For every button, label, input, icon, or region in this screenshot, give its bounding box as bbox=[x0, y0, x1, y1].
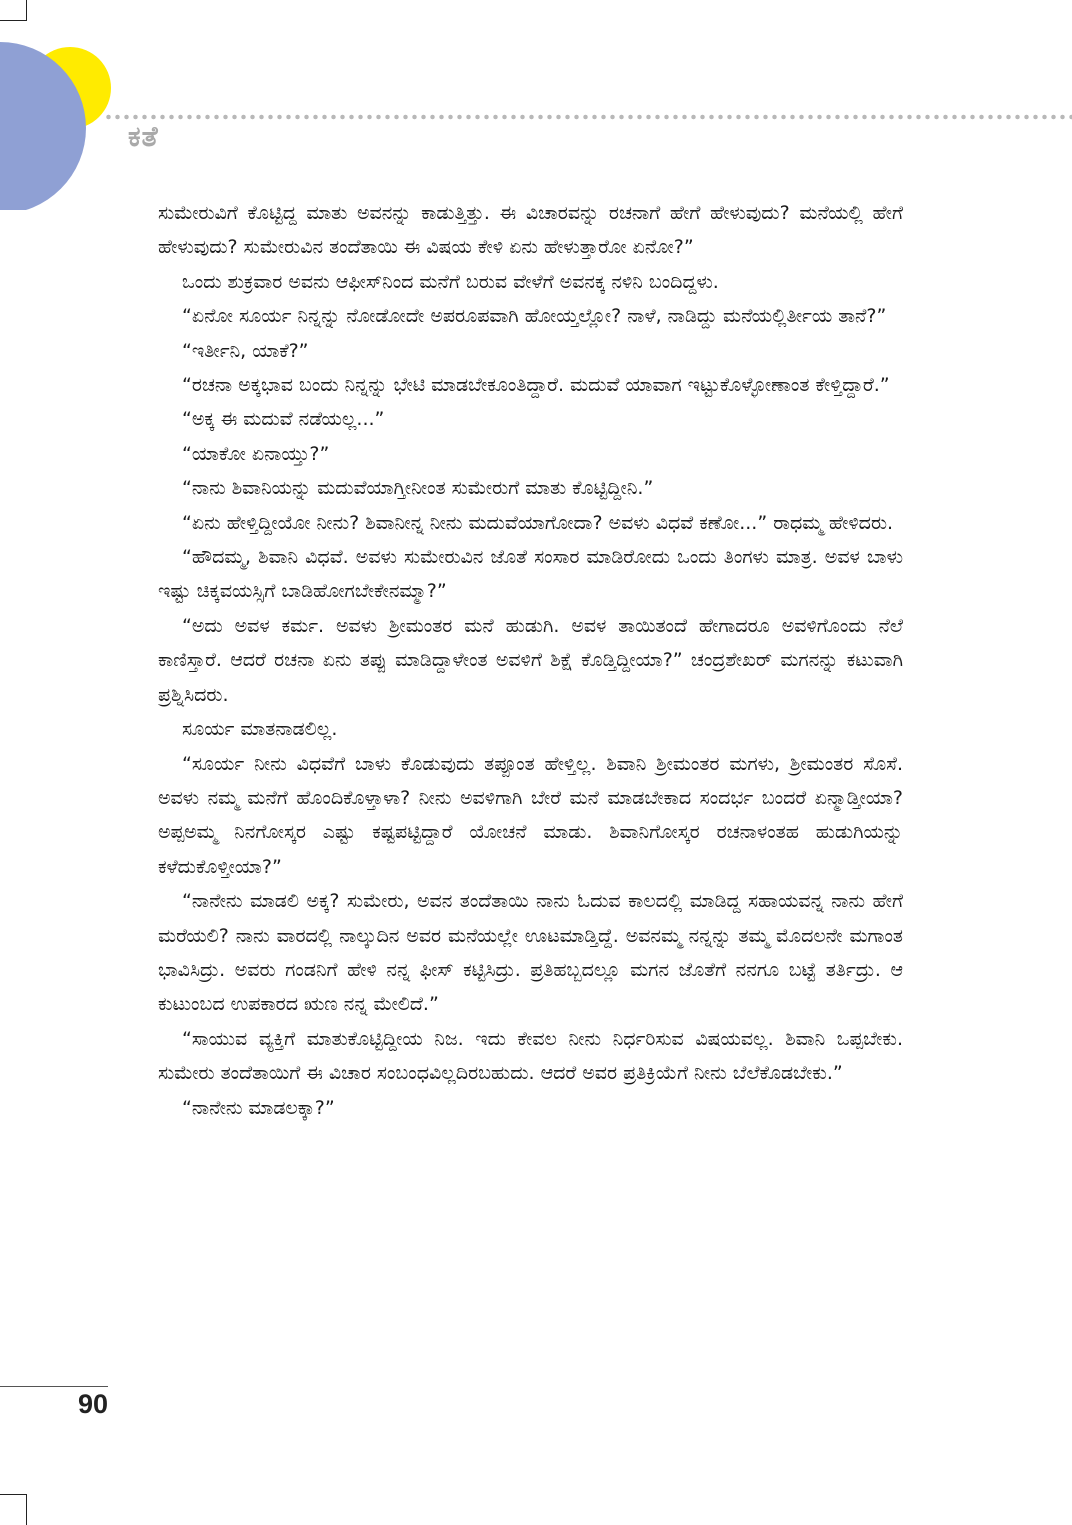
paragraph: ಸುಮೇರುವಿಗೆ ಕೊಟ್ಟಿದ್ದ ಮಾತು ಅವನನ್ನು ಕಾಡುತ್ತಿತ್ತು. ಈ ವಿಚಾರವನ್ನು ರಚನಾಗೆ ಹೇಗೆ ಹೇಳುವುದು? ಮನೆಯಲ್ಲಿ ಹೇಗೆ ಹೇಳುವುದು? ಸುಮೇರುವಿನ ತಂದೆತಾಯಿ ಈ ವಿಷಯ ಕೇಳಿ ಏನು ಹೇಳುತ್ತಾರೋ ಏನೋ?” bbox=[158, 202, 903, 259]
paragraph: “ಏನು ಹೇಳ್ತಿದ್ದೀಯೋ ನೀನು? ಶಿವಾನೀನ್ನ ನೀನು ಮದುವೆಯಾಗೋದಾ? ಅವಳು ವಿಧವೆ ಕಣೋ...” ರಾಧಮ್ಮ ಹೇಳಿದರು. bbox=[182, 511, 894, 534]
paragraph: “ನಾನು ಶಿವಾನಿಯನ್ನು ಮದುವೆಯಾಗ್ತೀನೀಂತ ಸುಮೇರುಗೆ ಮಾತು ಕೊಟ್ಟಿದ್ದೀನಿ.” bbox=[182, 477, 654, 500]
paragraph: “ಹೌದಮ್ಮ, ಶಿವಾನಿ ವಿಧವೆ. ಅವಳು ಸುಮೇರುವಿನ ಜೊತೆ ಸಂಸಾರ ಮಾಡಿರೋದು ಒಂದು ತಿಂಗಳು ಮಾತ್ರ. ಅವಳ ಬಾಳು ಇಷ್ಟು ಚಿಕ್ಕವಯಸ್ಸಿಗೆ ಬಾಡಿಹೋಗಬೇಕೇನಮ್ಮಾ?” bbox=[158, 546, 903, 603]
paragraph: “ಯಾಕೋ ಏನಾಯ್ತು?” bbox=[182, 442, 330, 465]
story-body bbox=[158, 196, 903, 1125]
section-label: ಕತೆ bbox=[128, 120, 159, 153]
paragraph: ಸೂರ್ಯ ಮಾತನಾಡಲಿಲ್ಲ. bbox=[182, 718, 338, 741]
paragraph: “ಸಾಯುವ ವ್ಯಕ್ತಿಗೆ ಮಾತುಕೊಟ್ಟಿದ್ದೀಯ ನಿಜ. ಇದು ಕೇವಲ ನೀನು ನಿರ್ಧರಿಸುವ ವಿಷಯವಲ್ಲ. ಶಿವಾನಿ ಒಪ್ಪಬೇಕು. ಸುಮೇರು ತಂದೆತಾಯಿಗೆ ಈ ವಿಚಾರ ಸಂಬಂಧವಿಲ್ಲದಿರಬಹುದು. ಆದರೆ ಅವರ ಪ್ರತಿಕ್ರಿಯೆಗೆ ನೀನು ಬೆಲೆಕೊಡಬೇಕು.” bbox=[158, 1027, 903, 1085]
paragraph: “ಅದು ಅವಳ ಕರ್ಮ. ಅವಳು ಶ್ರೀಮಂತರ ಮನೆ ಹುಡುಗಿ. ಅವಳ ತಾಯಿತಂದೆ ಹೇಗಾದರೂ ಅವಳಿಗೊಂದು ನೆಲೆ ಕಾಣಿಸ್ತಾರೆ. ಆದರೆ ರಚನಾ ಏನು ತಪ್ಪು ಮಾಡಿದ್ದಾಳೇಂತ ಅವಳಿಗೆ ಶಿಕ್ಷೆ ಕೊಡ್ತಿದ್ದೀಯಾ?” ಚಂದ್ರಶೇಖರ್ ಮಗನನ್ನು ಕಟುವಾಗಿ ಪ್ರಶ್ನಿಸಿದರು. bbox=[158, 614, 903, 706]
paragraph: “ಏನೋ ಸೂರ್ಯ ನಿನ್ನನ್ನು ನೋಡೋದೇ ಅಪರೂಪವಾಗಿ ಹೋಯ್ತಲ್ಲೋ? ನಾಳೆ, ನಾಡಿದ್ದು ಮನೆಯಲ್ಲಿರ್ತೀಯ ತಾನೆ?” bbox=[182, 305, 887, 328]
page-number: 90 bbox=[78, 1389, 109, 1419]
decorative-circles bbox=[0, 0, 180, 210]
paragraph: “ರಚನಾ ಅಕ್ಕಭಾವ ಬಂದು ನಿನ್ನನ್ನು ಭೇಟಿ ಮಾಡಬೇಕೂಂತಿದ್ದಾರೆ. ಮದುವೆ ಯಾವಾಗ ಇಟ್ಟುಕೊಳ್ಳೋಣಾಂತ ಕೇಳ್ತಿದ್ದಾರೆ.” bbox=[182, 374, 890, 397]
crop-mark-bottom-left-horizontal bbox=[0, 1494, 27, 1495]
paragraph: “ಇರ್ತೀನಿ, ಯಾಕೆ?” bbox=[182, 339, 309, 362]
paragraph: “ನಾನೇನು ಮಾಡಲಕ್ಕಾ?” bbox=[182, 1096, 335, 1119]
paragraph: “ಅಕ್ಕ ಈ ಮದುವೆ ನಡೆಯಲ್ಲ...” bbox=[182, 408, 385, 431]
dotted-header-rule bbox=[104, 114, 1072, 120]
footer-rule bbox=[0, 1386, 108, 1387]
paragraph: “ಸೂರ್ಯ ನೀನು ವಿಧವೆಗೆ ಬಾಳು ಕೊಡುವುದು ತಪ್ಪೂಂತ ಹೇಳ್ತಿಲ್ಲ. ಶಿವಾನಿ ಶ್ರೀಮಂತರ ಮಗಳು, ಶ್ರೀಮಂತರ ಸೊಸೆ. ಅವಳು ನಮ್ಮ ಮನೆಗೆ ಹೊಂದಿಕೊಳ್ತಾಳಾ? ನೀನು ಅವಳಿಗಾಗಿ ಬೇರೆ ಮನೆ ಮಾಡಬೇಕಾದ ಸಂದರ್ಭ ಬಂದರೆ ಏನ್ಮಾಡ್ತೀಯಾ? ಅಪ್ಪಅಮ್ಮ ನಿನಗೋಸ್ಕರ ಎಷ್ಟು ಕಷ್ಟಪಟ್ಟಿದ್ದಾರೆ ಯೋಚನೆ ಮಾಡು. ಶಿವಾನಿಗೋಸ್ಕರ ರಚನಾಳಂತಹ ಹುಡುಗಿಯನ್ನು ಕಳೆದುಕೊಳ್ತೀಯಾ?” bbox=[158, 752, 903, 878]
paragraph: “ನಾನೇನು ಮಾಡಲಿ ಅಕ್ಕ? ಸುಮೇರು, ಅವನ ತಂದೆತಾಯಿ ನಾನು ಓದುವ ಕಾಲದಲ್ಲಿ ಮಾಡಿದ್ದ ಸಹಾಯವನ್ನ ನಾನು ಹೇಗೆ ಮರೆಯಲಿ? ನಾನು ವಾರದಲ್ಲಿ ನಾಲ್ಕುದಿನ ಅವರ ಮನೆಯಲ್ಲೇ ಊಟಮಾಡ್ತಿದ್ದೆ. ಅವನಮ್ಮ ನನ್ನನ್ನು ತಮ್ಮ ಮೊದಲನೇ ಮಗಾಂತ ಭಾವಿಸಿದ್ರು. ಅವರು ಗಂಡನಿಗೆ ಹೇಳಿ ನನ್ನ ಫೀಸ್ ಕಟ್ಟಿಸಿದ್ರು. ಪ್ರತಿಹಬ್ಬದಲ್ಲೂ ಮಗನ ಜೊತೆಗೆ ನನಗೂ ಬಟ್ಟೆ ತರ್ತಿದ್ರು. ಆ ಕುಟುಂಬದ ಉಪಕಾರದ ಋಣ ನನ್ನ ಮೇಲಿದೆ.” bbox=[158, 890, 903, 1016]
paragraph: ಒಂದು ಶುಕ್ರವಾರ ಅವನು ಆಫೀಸ್‌ನಿಂದ ಮನೆಗೆ ಬರುವ ವೇಳೆಗೆ ಅವನಕ್ಕ ನಳಿನಿ ಬಂದಿದ್ದಳು. bbox=[182, 270, 719, 293]
crop-mark-bottom-left-vertical bbox=[26, 1494, 27, 1525]
